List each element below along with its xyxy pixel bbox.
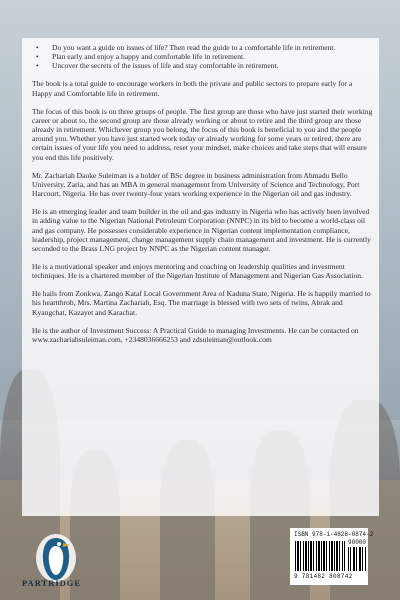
publisher-name: PARTRIDGE <box>22 578 82 588</box>
author-speaker-paragraph: He is a motivational speaker and enjoys mentoring and coaching on leadership qualities and investment techniques. He is a chartered member of the Nigerian Institute of Management and Nigerian Gas Association. <box>32 261 363 281</box>
barcode-digits: 9 781482 808742 <box>294 573 353 580</box>
isbn-text: ISBN 978-1-4828-0874-2 <box>294 531 374 538</box>
focus-paragraph: The focus of this book is on three groups of people. The first group are those who have just started their working career or about to, the second group are those already working or about to retire and the third group are those already in retirement. Whichever group you belong, the focus of this book is beneficial to you and the people around you. Whether you have just started work today or already working for some years or retired, there are certain issues of your life you need to address, reset your mindset, make choices and take steps that will ensure you end this life positively. <box>32 106 373 162</box>
barcode-box <box>290 528 374 585</box>
bullet-item: • Uncover the secrets of the issues of life and stay comfortable in retirement. <box>32 61 374 70</box>
summary-paragraph: The book is a total guide to encourage workers in both the private and public sectors to prepare early for a Happy and Comfortable life in retirement. <box>32 79 353 98</box>
bullet-item: • Do you want a guide on issues of life? Then read the guide to a comfortable life in retirement. <box>32 43 374 52</box>
barcode-addon-icon <box>348 547 366 571</box>
bullet-item: • Plan early and enjoy a happy and comfortable life in retirement. <box>32 52 374 61</box>
author-bio-paragraph: Mr. Zachariah Dauke Suleiman is a holder of BSc degree in business administration from Ahmadu Bello University, Zaria, and has an MBA in general management from University of Science and Technology, Port Harcourt, Nigeria. He has over twenty-four years working experience in the Nigerian oil and gas industry. <box>32 170 360 199</box>
barcode-addon-text: 90000 <box>348 539 367 546</box>
author-contact-paragraph: He is the author of Investment Success: A Practical Guide to managing Investments. He can be contacted on www.zachariahsuleiman.com, +2348036666253 and zdsuleiman@outlook.com <box>32 325 359 344</box>
author-career-paragraph: He is an emerging leader and team builder in the oil and gas industry in Nigeria who has actively been involved in adding value to the Nigerian National Petroleum Corporation (NNPC) in its bid to become a world-class oil and gas company. He possesses considerable experience in Nigerian content implementation compliance, leadership, project management, change management supply chain management and investment. He is currently seconded to the Brass LNG project by NNPC as the Nigerian content manager. <box>32 207 371 253</box>
author-family-paragraph: He hails from Zonkwa, Zango Kataf Local Government Area of Kaduna State, Nigeria. He is happily married to his heartthrob, Mrs. Martina Zachariah, Esq. The marriage is blessed with two sets of twins, Abrak and Kyangchat, Kazayet and Karachat. <box>32 289 371 317</box>
back-cover-text <box>32 43 374 353</box>
barcode-icon <box>295 541 345 571</box>
bullet-list <box>32 43 374 70</box>
